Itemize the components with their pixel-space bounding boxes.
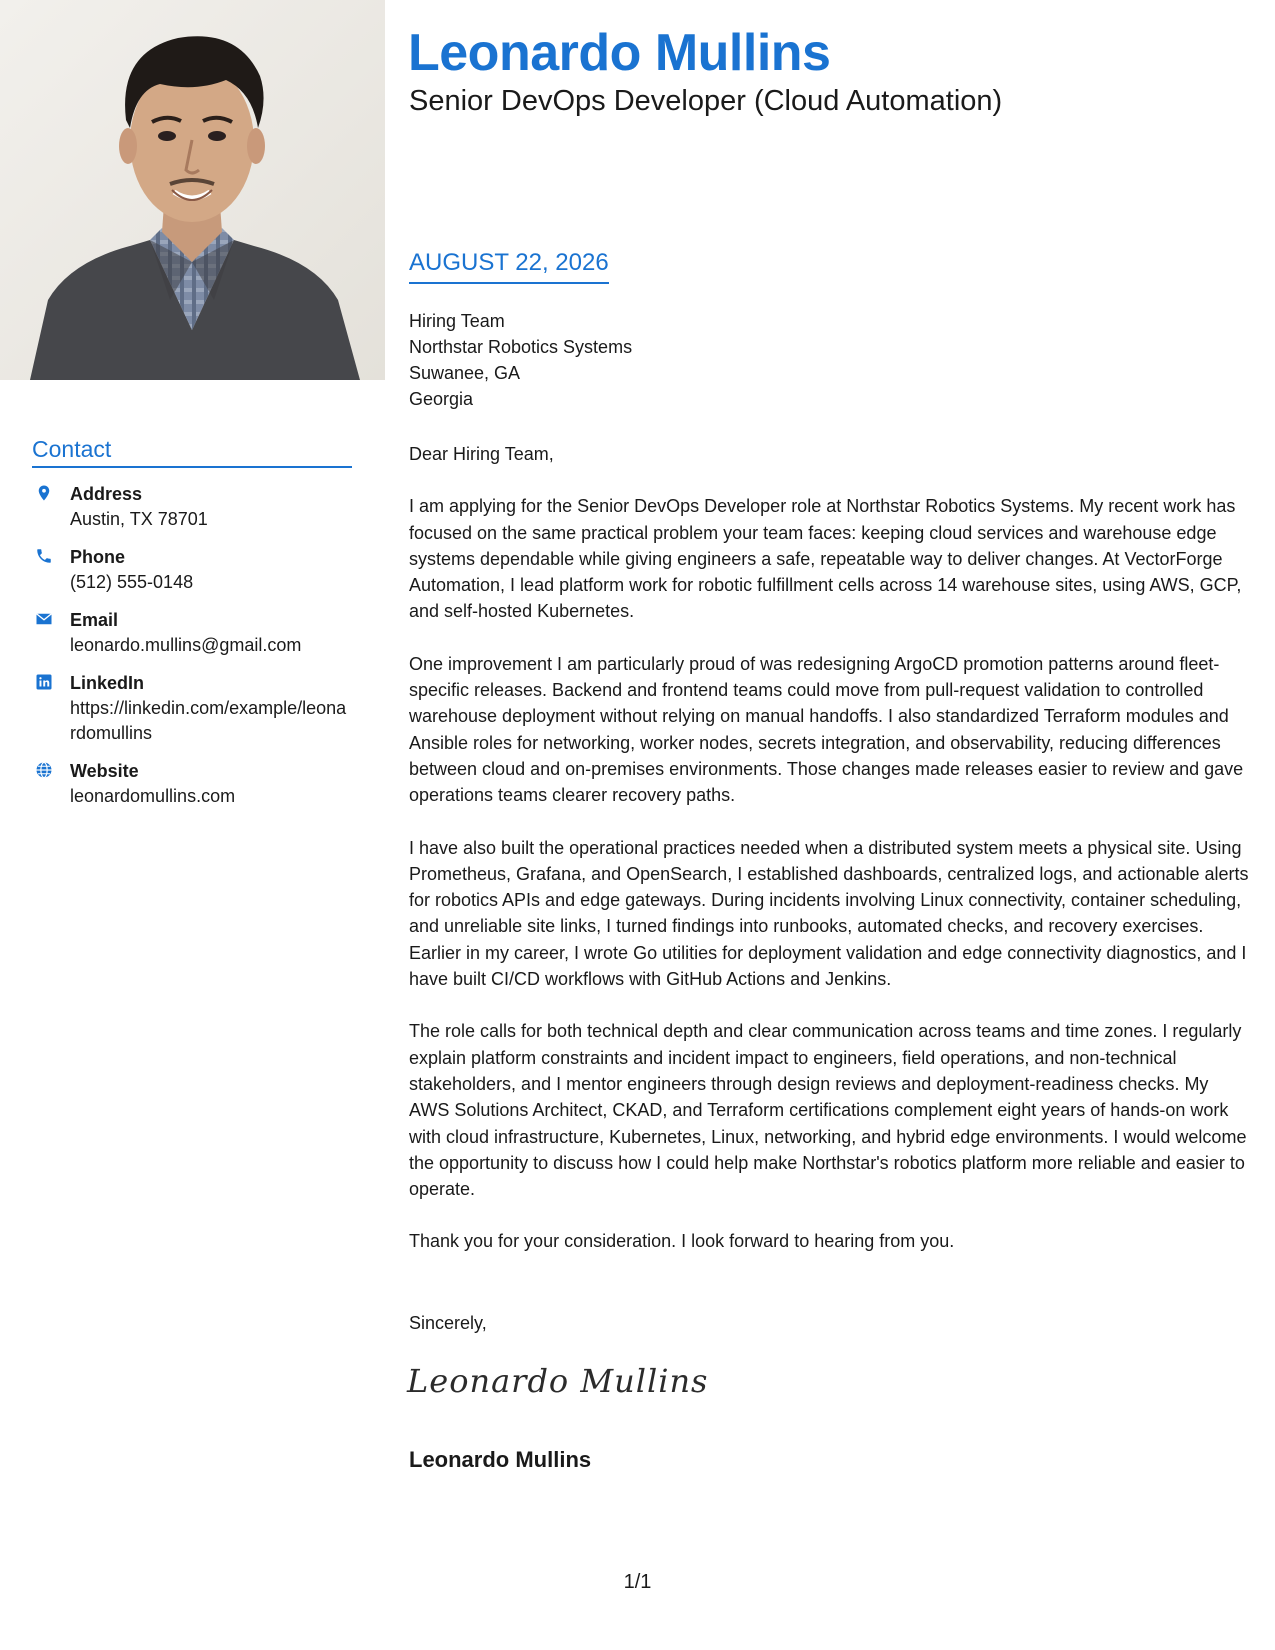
- contact-item-address: [32, 482, 352, 532]
- closing: Sincerely,: [409, 1313, 487, 1333]
- globe-icon: [32, 759, 70, 781]
- letter-body: [409, 441, 1249, 1281]
- linkedin-icon: [32, 671, 70, 693]
- body-paragraph: I am applying for the Senior DevOps Developer role at Northstar Robotics Systems. My recent work has focused on the same practical problem your team faces: keeping cloud services and warehouse edge systems dependable while giving engineers a safe, repeatable way to deliver changes. At VectorForge Automation, I lead platform work for robotic fulfillment cells across 14 warehouse sites, using AWS, GCP, and self-hosted Kubernetes.: [409, 496, 1242, 622]
- address-value: Austin, TX 78701: [70, 509, 208, 529]
- contact-item-linkedin: [32, 671, 352, 746]
- body-paragraph: One improvement I am particularly proud of was redesigning ArgoCD promotion patterns around fleet-specific releases. Backend and frontend teams could move from pull-request validation to controlled warehouse deployment without relying on manual handoffs. I also standardized Terraform modules and Ansible roles for networking, worker nodes, secrets integration, and observability, reducing differences between cloud and on-premises environments. Those changes made releases easier to review and gave operations teams clearer recovery paths.: [409, 653, 1244, 806]
- contact-section: [32, 436, 352, 822]
- contact-label: Website: [70, 761, 139, 781]
- signer-name: Leonardo Mullins: [409, 1447, 592, 1472]
- handwritten-signature: Leonardo Mullins: [407, 1362, 709, 1400]
- website-link[interactable]: leonardomullins.com: [70, 786, 236, 806]
- body-paragraph: The role calls for both technical depth and clear communication across teams and time zones. I regularly explain platform constraints and incident impact to engineers, field operations, and non-technical stakeholders, and I mentor engineers through design reviews and deployment-readiness checks. My AWS Solutions Architect, CKAD, and Terraform certifications complement eight years of hands-on work with cloud infrastructure, Kubernetes, Linux, networking, and hybrid edge environments. I would welcome the opportunity to discuss how I could help make Northstar's robotics platform more reliable and easier to operate.: [409, 1021, 1247, 1200]
- recipient-line: Georgia: [409, 389, 474, 409]
- recipient-line: Northstar Robotics Systems: [409, 337, 633, 357]
- applicant-name: Leonardo Mullins: [408, 24, 831, 82]
- job-title: Senior DevOps Developer (Cloud Automation): [409, 85, 1003, 117]
- contact-label: Phone: [70, 547, 126, 567]
- letter-date: AUGUST 22, 2026: [409, 248, 609, 284]
- linkedin-link[interactable]: https://linkedin.com/example/leonardomullins: [70, 698, 347, 743]
- contact-item-email: [32, 608, 352, 658]
- contact-item-website: [32, 759, 352, 809]
- contact-heading: Contact: [32, 436, 352, 468]
- recipient-line: Hiring Team: [409, 311, 505, 331]
- body-paragraph: I have also built the operational practices needed when a distributed system meets a physical site. Using Prometheus, Grafana, and OpenSearch, I established dashboards, centralized logs, and actionable alerts for robotics APIs and edge gateways. During incidents involving Linux connectivity, container scheduling, and unreliable site links, I turned findings into runbooks, automated checks, and recovery exercises. Earlier in my career, I wrote Go utilities for deployment validation and edge connectivity diagnostics, and I have built CI/CD workflows with GitHub Actions and Jenkins.: [409, 837, 1249, 990]
- contact-label: LinkedIn: [70, 673, 145, 693]
- contact-label: Address: [70, 484, 143, 504]
- salutation: Dear Hiring Team,: [409, 444, 554, 464]
- envelope-icon: [32, 608, 70, 630]
- phone-icon: [32, 545, 70, 567]
- recipient-block: [409, 308, 632, 412]
- contact-item-phone: [32, 545, 352, 595]
- contact-label: Email: [70, 610, 119, 630]
- body-paragraph: Thank you for your consideration. I look forward to hearing from you.: [409, 1231, 955, 1252]
- email-link[interactable]: leonardo.mullins@gmail.com: [70, 635, 302, 655]
- phone-value: (512) 555-0148: [70, 572, 194, 592]
- map-pin-icon: [32, 482, 70, 504]
- recipient-line: Suwanee, GA: [409, 363, 521, 383]
- page-number: 1/1: [623, 1571, 652, 1593]
- profile-photo: [0, 0, 385, 380]
